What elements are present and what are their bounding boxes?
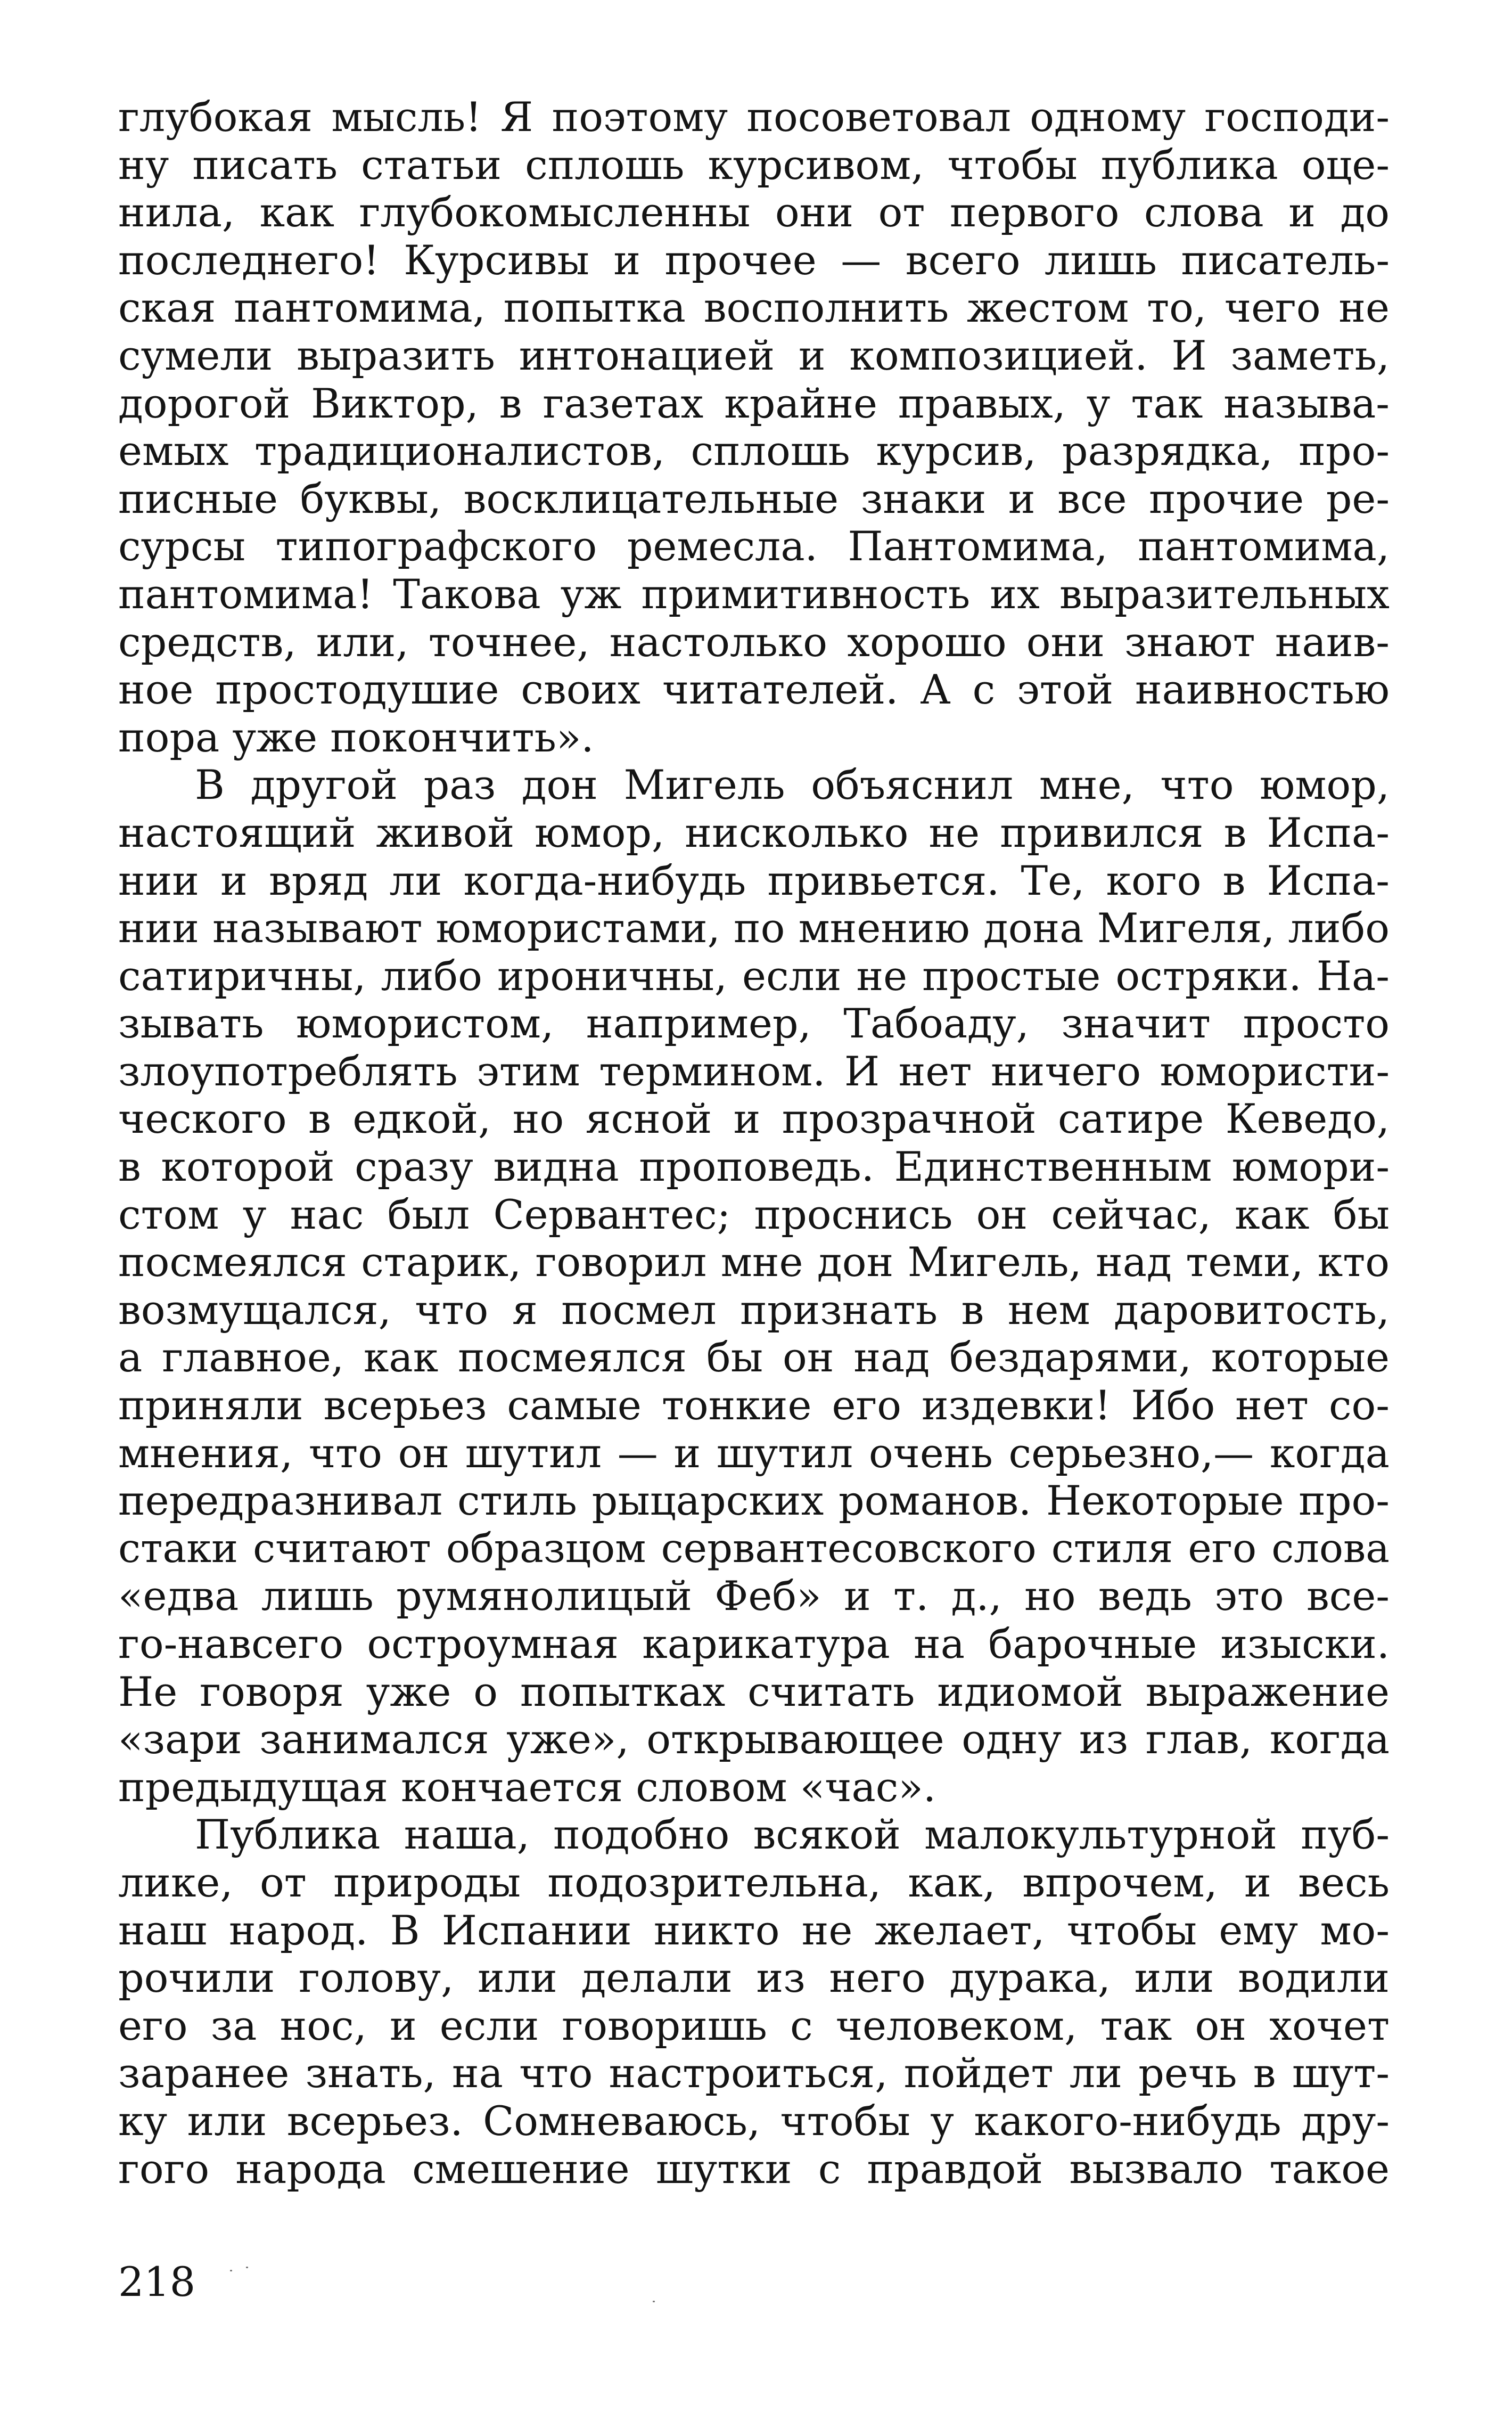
text-line: настоящий живой юмор, нисколько не привился в Испа- — [118, 808, 1390, 856]
text-line: последнего! Курсивы и прочее — всего лишь писатель- — [118, 236, 1390, 284]
text-line: гого народа смешение шутки с правдой вызвало такое — [118, 2145, 1390, 2193]
text-line: нила, как глубокомысленны они от первого слова и до — [118, 189, 1390, 236]
text-line: сумели выразить интонацией и композицией. И заметь, — [118, 331, 1390, 379]
text-line: емых традиционалистов, сплошь курсив, разрядка, про- — [118, 427, 1390, 475]
text-line: рочили голову, или делали из него дурака, или водили — [118, 1954, 1390, 2002]
text-line: заранее знать, на что настроиться, пойдет ли речь в шут- — [118, 2049, 1390, 2097]
text-line: писные буквы, восклицательные знаки и все прочие ре- — [118, 475, 1390, 522]
text-line: ческого в едкой, но ясной и прозрачной сатире Кеведо, — [118, 1095, 1390, 1143]
text-line: ное простодушие своих читателей. А с этой наивностью — [118, 666, 1390, 714]
text-line: сатиричны, либо ироничны, если не простые остряки. На- — [118, 952, 1390, 1000]
text-line: мнения, что он шутил — и шутил очень серьезно,— когда — [118, 1429, 1390, 1477]
text-line: нии называют юмористами, по мнению дона Мигеля, либо — [118, 904, 1390, 952]
paragraph — [118, 1811, 1390, 2193]
text-line: пора уже покончить». — [118, 713, 594, 761]
text-line: приняли всерьез самые тонкие его издевки! Ибо нет со- — [118, 1381, 1390, 1429]
text-line: зывать юмористом, например, Табоаду, значит просто — [118, 1000, 1390, 1048]
text-line: а главное, как посмеялся бы он над бездарями, которые — [118, 1334, 1390, 1381]
text-line: посмеялся старик, говорил мне дон Мигель, над теми, кто — [118, 1238, 1390, 1286]
text-line: Не говоря уже о попытках считать идиомой выражение — [118, 1667, 1390, 1715]
text-line: глубокая мысль! Я поэтому посоветовал одному господи- — [118, 93, 1390, 141]
text-line: «зари занимался уже», открывающее одну из глав, когда — [118, 1715, 1390, 1763]
page-text — [118, 93, 1390, 2193]
ink-speck — [653, 2301, 655, 2302]
text-line: средств, или, точнее, настолько хорошо они знают наив- — [118, 618, 1390, 666]
text-line: в которой сразу видна проповедь. Единственным юмори- — [118, 1143, 1390, 1191]
text-line: передразнивал стиль рыцарских романов. Некоторые про- — [118, 1477, 1390, 1525]
page-number: 218 — [118, 2258, 196, 2305]
text-line: лике, от природы подозрительна, как, впрочем, и весь — [118, 1858, 1390, 1906]
ink-speck — [230, 2270, 232, 2271]
text-line: предыдущая кончается словом «час». — [118, 1763, 936, 1811]
text-line: возмущался, что я посмел признать в нем даровитость, — [118, 1286, 1390, 1334]
text-line: ская пантомима, попытка восполнить жестом то, чего не — [118, 284, 1390, 332]
text-line: наш народ. В Испании никто не желает, чтобы ему мо- — [118, 1906, 1390, 1954]
text-line: стаки считают образцом сервантесовского стиля его слова — [118, 1524, 1390, 1572]
text-line: «едва лишь румянолицый Феб» и т. д., но ведь это все- — [118, 1572, 1390, 1620]
text-line: ну писать статьи сплошь курсивом, чтобы публика оце- — [118, 141, 1390, 189]
ink-speck — [246, 2267, 248, 2268]
text-line: пантомима! Такова уж примитивность их выразительных — [118, 570, 1390, 618]
text-line: дорогой Виктор, в газетах крайне правых, у так называ- — [118, 379, 1390, 427]
text-line: Публика наша, подобно всякой малокультурной пуб- — [195, 1811, 1390, 1859]
text-line: В другой раз дон Мигель объяснил мне, что юмор, — [195, 761, 1390, 809]
text-line: го-навсего остроумная карикатура на барочные изыски. — [118, 1620, 1390, 1667]
text-line: сурсы типографского ремесла. Пантомима, пантомима, — [118, 522, 1390, 570]
text-line: его за нос, и если говоришь с человеком, так он хочет — [118, 2001, 1390, 2049]
text-line: ку или всерьез. Сомневаюсь, чтобы у какого-нибудь дру- — [118, 2097, 1390, 2145]
paragraph — [118, 761, 1390, 1811]
paragraph — [118, 93, 1390, 761]
text-line: злоупотреблять этим термином. И нет ничего юмористи- — [118, 1047, 1390, 1095]
text-line: нии и вряд ли когда-нибудь привьется. Те, кого в Испа- — [118, 856, 1390, 904]
text-line: стом у нас был Сервантес; проснись он сейчас, как бы — [118, 1190, 1390, 1238]
